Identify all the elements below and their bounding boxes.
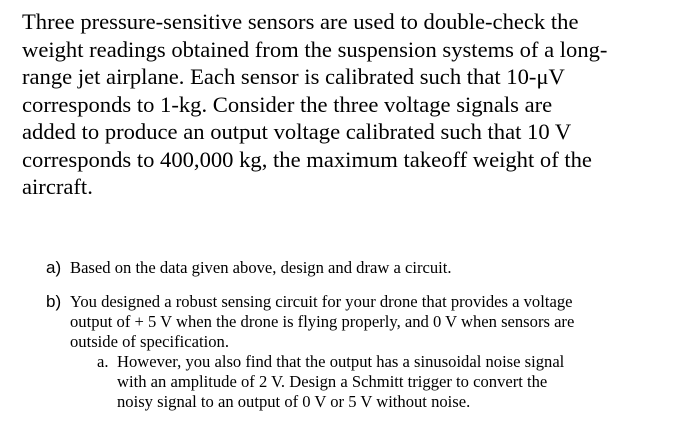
statement-line: Three pressure-sensitive sensors are used to double-check the (22, 9, 579, 34)
subpart-a-line: However, you also find that the output has a sinusoidal noise signal (117, 352, 565, 371)
statement-line: corresponds to 400,000 kg, the maximum takeoff weight of the (22, 146, 592, 172)
question-b (46, 292, 686, 412)
statement-line: added to produce an output voltage calibrated such that 10 V (22, 119, 572, 144)
question-a-text: Based on the data given above, design and draw a circuit. (70, 258, 452, 277)
question-b-marker: b) (46, 292, 62, 311)
statement-line: weight readings obtained from the suspension systems of a long- (22, 36, 608, 62)
statement-line: range jet airplane. Each sensor is calibrated such that 10-μV (22, 64, 565, 89)
subpart-a-line: noisy signal to an output of 0 V or 5 V without noise. (117, 392, 471, 411)
problem-statement (22, 8, 682, 201)
question-a (46, 258, 686, 278)
statement-line: aircraft. (22, 174, 93, 199)
question-list (46, 258, 686, 412)
question-b-line: outside of specification. (70, 332, 229, 351)
question-b-line: output of + 5 V when the drone is flying properly, and 0 V when sensors are (70, 312, 575, 331)
statement-line: corresponds to 1-kg. Consider the three voltage signals are (22, 91, 553, 117)
question-a-marker: a) (46, 258, 62, 277)
subpart-a-marker: a. (97, 352, 109, 371)
question-b-subpart-a (46, 352, 686, 412)
question-b-line: You designed a robust sensing circuit for your drone that provides a voltage (70, 292, 573, 311)
subpart-a-line: with an amplitude of 2 V. Design a Schmitt trigger to convert the (117, 372, 548, 391)
